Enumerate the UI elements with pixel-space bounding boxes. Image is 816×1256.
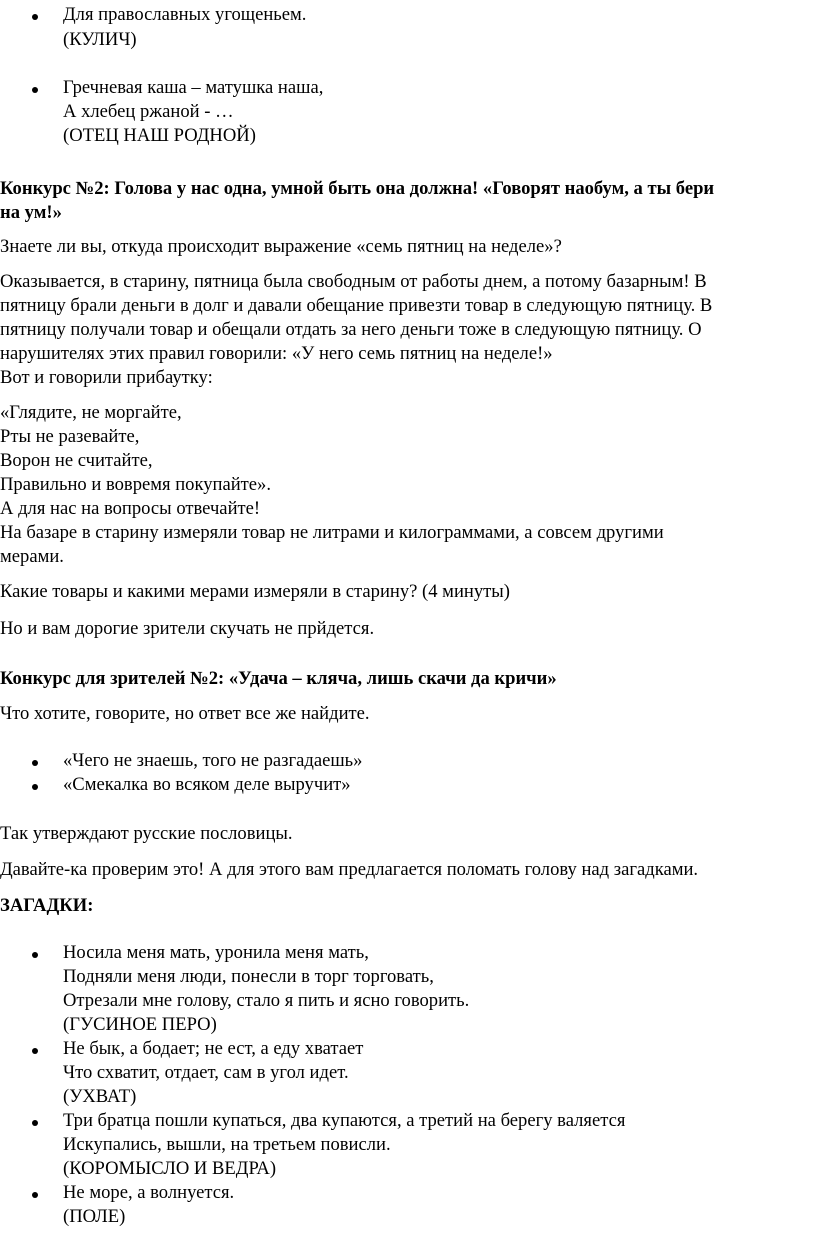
proverbs-note-paragraph: Так утверждают русские пословицы. <box>0 823 293 844</box>
list-item-line: Гречневая каша – матушка наша, <box>63 77 324 98</box>
proverb-item: «Смекалка во всяком деле выручит» <box>63 774 351 795</box>
riddle-line: Отрезали мне голову, стало я пить и ясно говорить. <box>63 990 470 1011</box>
verse-line: А для нас на вопросы отвечайте! <box>0 498 261 519</box>
riddles-intro-paragraph: Давайте-ка проверим это! А для этого вам предлагается поломать голову над загадками. <box>0 859 699 880</box>
riddles-heading: ЗАГАДКИ: <box>0 895 94 916</box>
riddle-line: Что схватит, отдает, сам в угол идет. <box>63 1062 349 1083</box>
riddle-line: Искупались, вышли, на третьем повисли. <box>63 1134 391 1155</box>
riddle-line: Подняли меня люди, понесли в торг торговать, <box>63 966 434 987</box>
verse-line: На базаре в старину измеряли товар не литрами и килограммами, а совсем другими <box>0 522 664 543</box>
explanation-line: Оказывается, в старину, пятница была свободным от работы днем, а потому базарным! В <box>0 271 707 292</box>
task-paragraph: Какие товары и какими мерами измеряли в старину? (4 минуты) <box>0 581 510 602</box>
verse-line: мерами. <box>0 546 64 567</box>
list-item-answer: (КУЛИЧ) <box>63 29 137 50</box>
bullet-icon <box>32 14 38 20</box>
bullet-icon <box>32 1048 38 1054</box>
bullet-icon <box>32 784 38 790</box>
section-heading-contest-2: Конкурс №2: Голова у нас одна, умной быть она должна! «Говорят наобум, а ты бери <box>0 178 715 199</box>
riddle-answer: (УХВАТ) <box>63 1086 137 1107</box>
bullet-icon <box>32 760 38 766</box>
explanation-line: пятницу брали деньги в долг и давали обещание привезти товар в следующую пятницу. В <box>0 295 713 316</box>
verse-line: Правильно и вовремя покупайте». <box>0 474 271 495</box>
riddle-line: Три братца пошли купаться, два купаются, а третий на берегу валяется <box>63 1110 626 1131</box>
list-item-line: Для православных угощеньем. <box>63 4 307 25</box>
viewers-intro-paragraph: Что хотите, говорите, но ответ все же найдите. <box>0 703 370 724</box>
section-heading-contest-2-cont: на ум!» <box>0 202 62 223</box>
bullet-icon <box>32 1120 38 1126</box>
question-paragraph: Знаете ли вы, откуда происходит выражение «семь пятниц на неделе»? <box>0 236 562 257</box>
bullet-icon <box>32 952 38 958</box>
list-item-answer: (ОТЕЦ НАШ РОДНОЙ) <box>63 125 256 146</box>
riddle-answer: (КОРОМЫСЛО И ВЕДРА) <box>63 1158 277 1179</box>
riddle-line: Носила меня мать, уронила меня мать, <box>63 942 369 963</box>
riddle-answer: (ГУСИНОЕ ПЕРО) <box>63 1014 217 1035</box>
explanation-line: Вот и говорили прибаутку: <box>0 367 213 388</box>
riddle-answer: (ПОЛЕ) <box>63 1206 126 1227</box>
bullet-icon <box>32 1192 38 1198</box>
verse-line: Ворон не считайте, <box>0 450 153 471</box>
riddle-line: Не море, а волнуется. <box>63 1182 235 1203</box>
verse-line: «Глядите, не моргайте, <box>0 402 182 423</box>
explanation-line: пятницу получали товар и обещали отдать за него деньги тоже в следующую пятницу. О <box>0 319 702 340</box>
verse-line: Рты не разевайте, <box>0 426 140 447</box>
proverb-item: «Чего не знаешь, того не разгадаешь» <box>63 750 363 771</box>
list-item-line: А хлебец ржаной - … <box>63 101 234 122</box>
bullet-icon <box>32 87 38 93</box>
section-heading-viewers-contest: Конкурс для зрителей №2: «Удача – кляча, лишь скачи да кричи» <box>0 668 557 689</box>
riddle-line: Не бык, а бодает; не ест, а еду хватает <box>63 1038 364 1059</box>
explanation-line: нарушителях этих правил говорили: «У него семь пятниц на неделе!» <box>0 343 553 364</box>
spectators-paragraph: Но и вам дорогие зрители скучать не прйдется. <box>0 618 375 639</box>
